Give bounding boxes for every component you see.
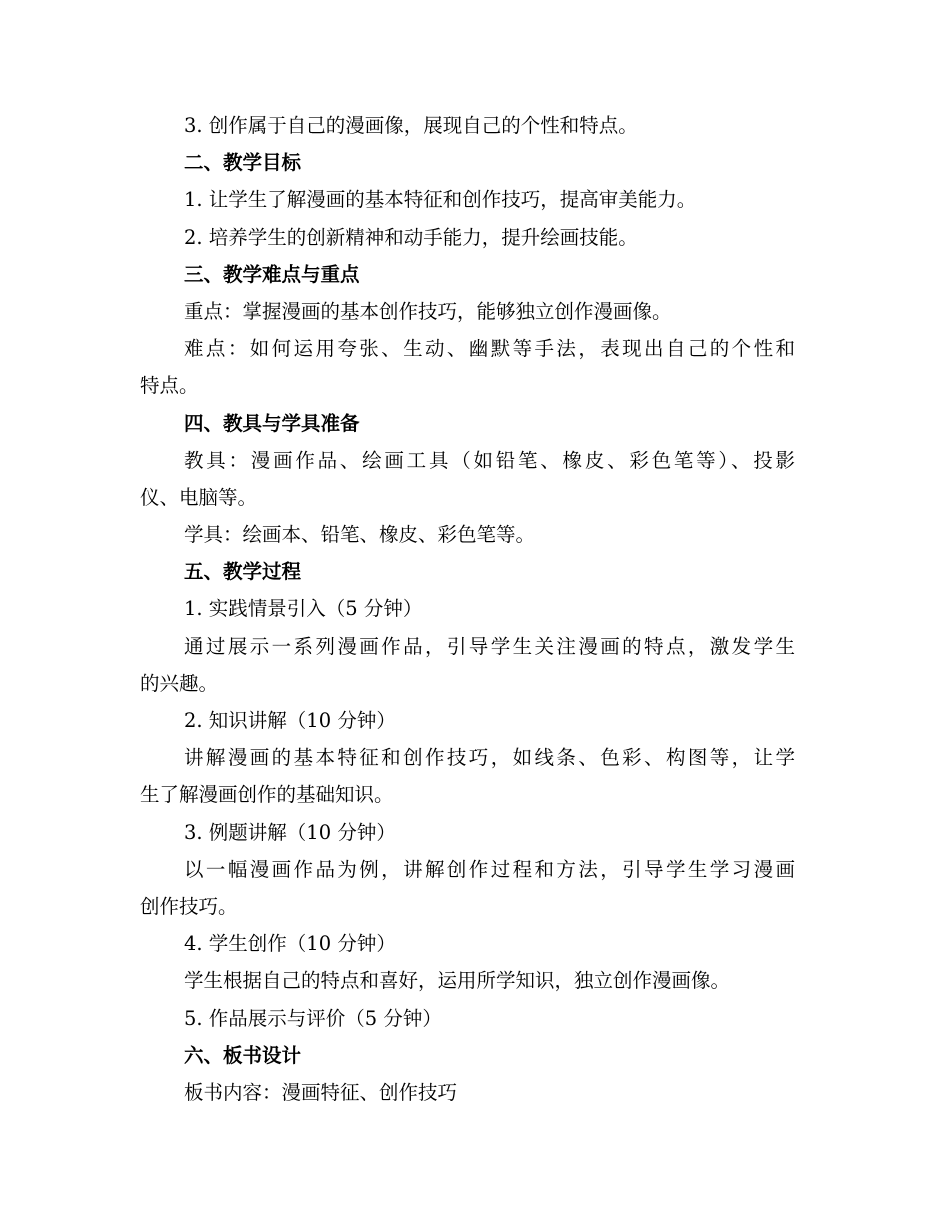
teacher-aids-line-1: 教具：漫画作品、绘画工具（如铅笔、橡皮、彩色笔等）、投影 [184, 448, 795, 472]
process-step-1-title: 1. 实践情景引入（5 分钟） [184, 597, 423, 621]
section-heading-difficulties-key-points: 三、教学难点与重点 [184, 262, 360, 286]
document-body [140, 107, 795, 1111]
process-step-3-text-line-1: 以一幅漫画作品为例，讲解创作过程和方法，引导学生学习漫画 [184, 857, 795, 881]
process-step-1-text-line-1: 通过展示一系列漫画作品，引导学生关注漫画的特点，激发学生 [184, 634, 795, 658]
process-step-2-text-line-2: 生了解漫画创作的基础知识。 [140, 783, 394, 807]
section-heading-teaching-aids: 四、教具与学具准备 [184, 411, 360, 435]
section-heading-teaching-process: 五、教学过程 [184, 560, 302, 584]
section-heading-teaching-objectives: 二、教学目标 [184, 151, 302, 175]
difficulty-text-line-1: 难点：如何运用夸张、生动、幽默等手法，表现出自己的个性和 [184, 337, 795, 361]
process-step-4-title: 4. 学生创作（10 分钟） [184, 932, 396, 956]
board-content-text: 板书内容：漫画特征、创作技巧 [184, 1080, 458, 1104]
student-aids-text: 学具：绘画本、铅笔、橡皮、彩色笔等。 [184, 523, 536, 547]
process-step-4-text: 学生根据自己的特点和喜好，运用所学知识，独立创作漫画像。 [184, 969, 731, 993]
process-step-2-text-line-1: 讲解漫画的基本特征和创作技巧，如线条、色彩、构图等，让学 [184, 746, 795, 770]
difficulty-text-line-2: 特点。 [140, 374, 199, 398]
process-step-3-text-line-2: 创作技巧。 [140, 894, 238, 918]
process-step-1-text-line-2: 的兴趣。 [140, 671, 219, 695]
objective-item-1: 1. 让学生了解漫画的基本特征和创作技巧，提高审美能力。 [184, 188, 697, 212]
process-step-2-title: 2. 知识讲解（10 分钟） [184, 709, 396, 732]
objective-item-2: 2. 培养学生的创新精神和动手能力，提升绘画技能。 [184, 225, 638, 249]
section-heading-board-design: 六、板书设计 [184, 1043, 302, 1067]
teacher-aids-line-2: 仪、电脑等。 [140, 485, 258, 509]
process-step-3-title: 3. 例题讲解（10 分钟） [184, 820, 396, 844]
goal-item-3: 3. 创作属于自己的漫画像，展现自己的个性和特点。 [184, 114, 638, 137]
process-step-5-title: 5. 作品展示与评价（5 分钟） [184, 1006, 442, 1030]
key-point-text: 重点：掌握漫画的基本创作技巧，能够独立创作漫画像。 [184, 299, 672, 323]
